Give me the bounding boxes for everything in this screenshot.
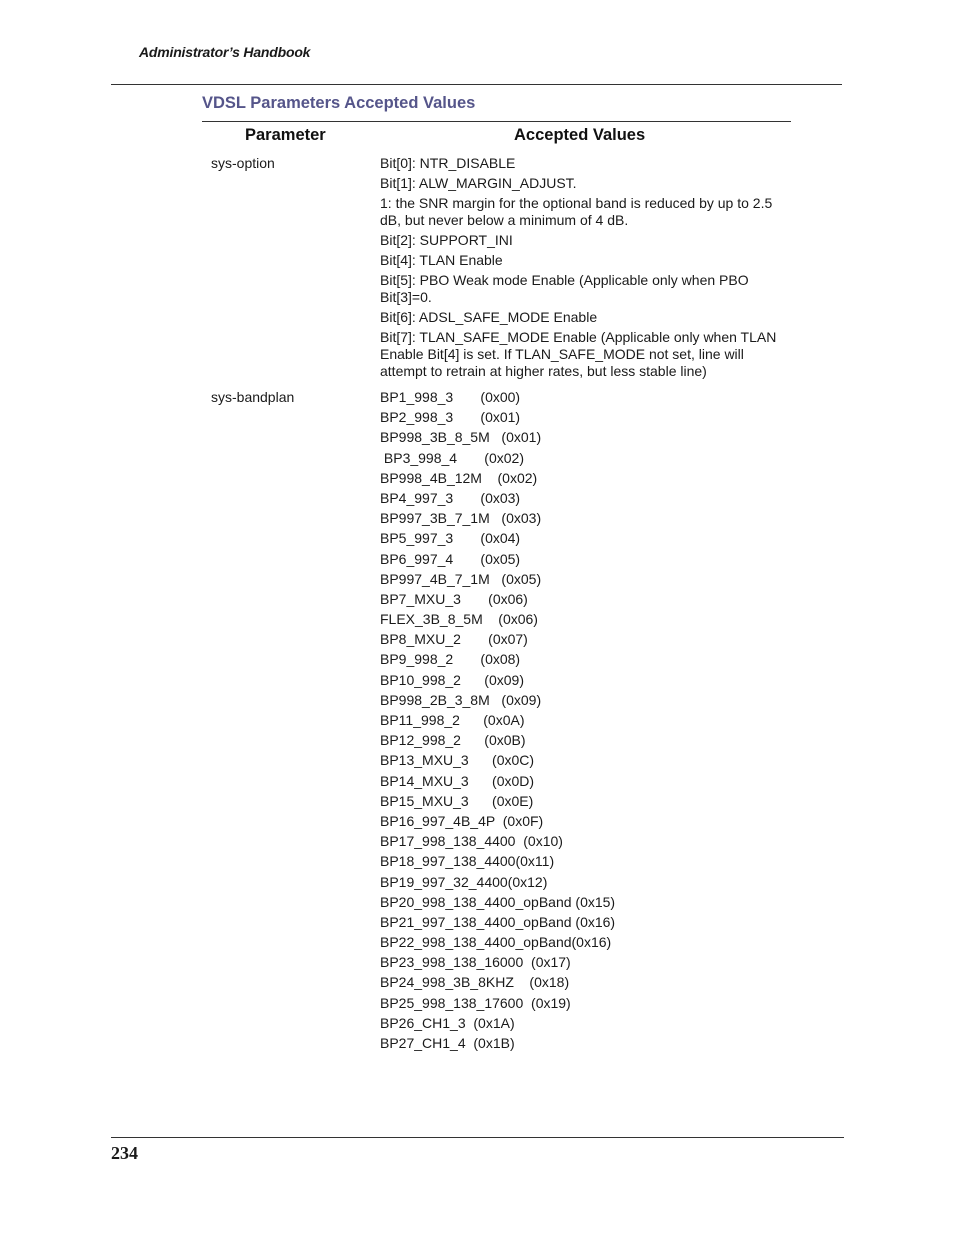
accepted-value: BP19_997_32_4400(0x12) <box>380 873 548 890</box>
accepted-value: BP26_CH1_3 (0x1A) <box>380 1014 515 1031</box>
accepted-value: BP14_MXU_3 (0x0D) <box>380 772 535 789</box>
column-header-accepted-values: Accepted Values <box>514 126 646 144</box>
accepted-value: Bit[6]: ADSL_SAFE_MODE Enable <box>380 309 598 325</box>
accepted-value: Bit[7]: TLAN_SAFE_MODE Enable (Applicable only when TLAN Enable Bit[4] is set. If TLAN_SAFE_MODE not set, line will attempt to retrain at higher rates, but less stable line) <box>380 329 777 379</box>
accepted-value: BP997_4B_7_1M (0x05) <box>380 570 542 587</box>
parameter-name: sys-bandplan <box>211 389 295 405</box>
table-title-divider <box>202 121 791 122</box>
accepted-value: Bit[0]: NTR_DISABLE <box>380 155 516 171</box>
accepted-value: BP998_4B_12M (0x02) <box>380 469 538 486</box>
accepted-value: BP9_998_2 (0x08) <box>380 651 521 668</box>
accepted-value: BP16_997_4B_4P (0x0F) <box>380 812 544 829</box>
footer-divider <box>111 1137 844 1138</box>
accepted-value: BP20_998_138_4400_opBand (0x15) <box>380 893 616 910</box>
accepted-value: BP2_998_3 (0x01) <box>380 409 521 426</box>
accepted-value: BP997_3B_7_1M (0x03) <box>380 510 542 527</box>
table-title: VDSL Parameters Accepted Values <box>202 94 476 112</box>
accepted-value: BP8_MXU_2 (0x07) <box>380 631 528 648</box>
accepted-value: Bit[1]: ALW_MARGIN_ADJUST. <box>380 175 577 191</box>
accepted-values-list <box>380 389 780 1055</box>
accepted-value: BP23_998_138_16000 (0x17) <box>380 954 571 971</box>
accepted-value: Bit[5]: PBO Weak mode Enable (Applicable only when PBO Bit[3]=0. <box>380 272 749 305</box>
accepted-value: BP13_MXU_3 (0x0C) <box>380 752 535 769</box>
accepted-value: BP21_997_138_4400_opBand (0x16) <box>380 913 616 930</box>
accepted-value: BP12_998_2 (0x0B) <box>380 732 526 749</box>
accepted-value: Bit[2]: SUPPORT_INI <box>380 232 513 248</box>
running-header-title: Administrator’s Handbook <box>139 44 311 60</box>
accepted-value: 1: the SNR margin for the optional band is reduced by up to 2.5 dB, but never below a minimum of 4 dB. <box>380 195 773 228</box>
accepted-value: BP7_MXU_3 (0x06) <box>380 590 528 607</box>
accepted-value: BP18_997_138_4400(0x11) <box>380 853 555 870</box>
accepted-value: Bit[4]: TLAN Enable <box>380 252 503 268</box>
page-number: 234 <box>111 1143 138 1163</box>
accepted-value: BP11_998_2 (0x0A) <box>380 712 525 728</box>
accepted-value: BP998_2B_3_8M (0x09) <box>380 691 542 708</box>
accepted-value: BP17_998_138_4400 (0x10) <box>380 833 563 850</box>
accepted-value: BP3_998_4 (0x02) <box>380 449 524 466</box>
column-header-parameter: Parameter <box>245 126 326 144</box>
accepted-value: BP998_3B_8_5M (0x01) <box>380 429 542 446</box>
accepted-value: BP10_998_2 (0x09) <box>380 671 524 688</box>
accepted-value: BP15_MXU_3 (0x0E) <box>380 792 534 809</box>
accepted-value: BP24_998_3B_8KHZ (0x18) <box>380 974 570 991</box>
accepted-value: BP1_998_3 (0x00) <box>380 389 521 405</box>
accepted-value: BP22_998_138_4400_opBand(0x16) <box>380 934 612 951</box>
parameter-name: sys-option <box>211 155 275 171</box>
accepted-value: BP6_997_4 (0x05) <box>380 550 521 567</box>
accepted-value: FLEX_3B_8_5M (0x06) <box>380 611 538 628</box>
accepted-value: BP4_997_3 (0x03) <box>380 489 521 506</box>
accepted-value: BP25_998_138_17600 (0x19) <box>380 994 571 1011</box>
accepted-values-list <box>380 155 780 383</box>
header-divider <box>111 84 842 85</box>
accepted-value: BP27_CH1_4 (0x1B) <box>380 1035 515 1051</box>
accepted-value: BP5_997_3 (0x04) <box>380 530 521 547</box>
